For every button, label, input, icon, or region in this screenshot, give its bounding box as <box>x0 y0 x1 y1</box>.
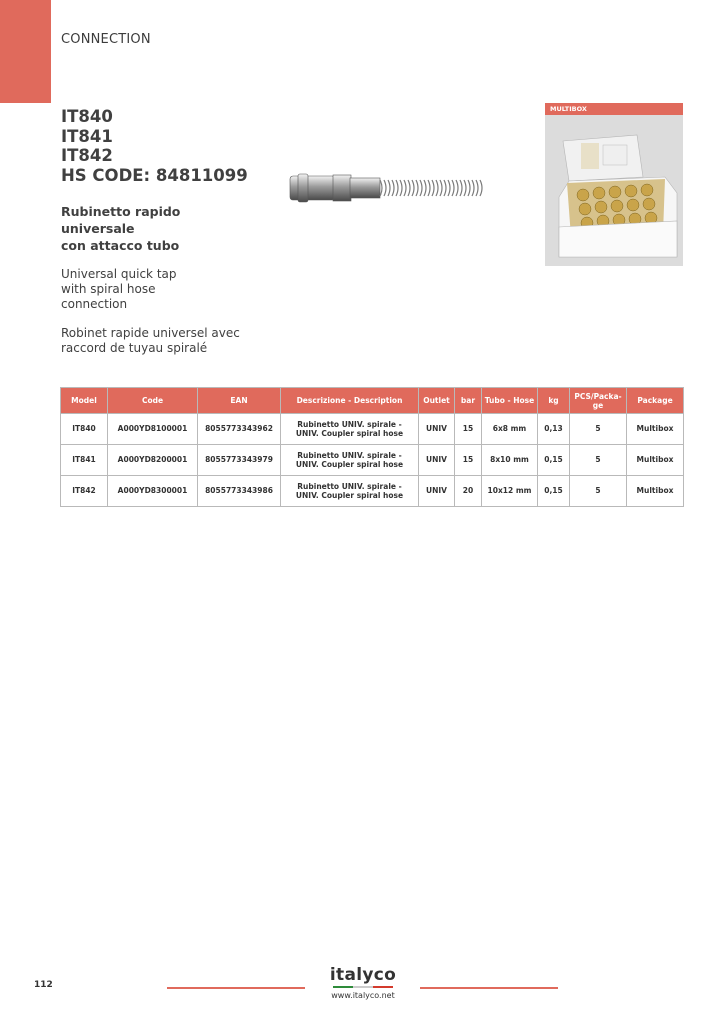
desc-en-line: connection <box>61 297 128 311</box>
footer-divider-left <box>167 987 305 989</box>
cell-hose: 6x8 mm <box>482 414 538 445</box>
cell-model: IT841 <box>61 445 108 476</box>
model-heading <box>61 107 248 185</box>
cell-description-line: UNIV. Coupler spiral hose <box>295 460 404 469</box>
cell-ean: 8055773343986 <box>198 476 281 507</box>
multibox-photo <box>545 115 683 266</box>
cell-description <box>281 414 419 445</box>
col-header-bar: bar <box>455 388 482 414</box>
cell-description-line: UNIV. Coupler spiral hose <box>295 491 404 500</box>
cell-description-line: Rubinetto UNIV. spirale - <box>297 450 402 460</box>
cell-code: A000YD8100001 <box>108 414 198 445</box>
cell-outlet: UNIV <box>419 414 455 445</box>
brand-logo <box>318 966 408 1000</box>
cell-hose: 10x12 mm <box>482 476 538 507</box>
multibox-panel <box>545 103 683 266</box>
footer-divider-right <box>420 987 558 989</box>
cell-description <box>281 445 419 476</box>
cell-bar: 20 <box>455 476 482 507</box>
cell-outlet: UNIV <box>419 445 455 476</box>
description-italian <box>61 203 180 254</box>
cell-ean: 8055773343979 <box>198 445 281 476</box>
col-header-hose: Tubo - Hose <box>482 388 538 414</box>
cell-pcs: 5 <box>570 414 627 445</box>
cell-model: IT842 <box>61 476 108 507</box>
desc-it-line: Rubinetto rapido <box>61 204 181 219</box>
description-french <box>61 326 240 356</box>
page-number: 112 <box>34 980 53 990</box>
cell-package: Multibox <box>627 414 684 445</box>
col-header-kg: kg <box>538 388 570 414</box>
desc-it-line: con attacco tubo <box>61 238 180 253</box>
model-it840: IT840 <box>61 107 113 126</box>
table-row <box>61 476 684 507</box>
col-header-pcs-package: PCS/Packa-ge <box>570 388 627 414</box>
col-header-model: Model <box>61 388 108 414</box>
cell-kg: 0,13 <box>538 414 570 445</box>
cell-pcs: 5 <box>570 445 627 476</box>
cell-description-line: UNIV. Coupler spiral hose <box>295 429 404 438</box>
cell-description-line: Rubinetto UNIV. spirale - <box>297 481 402 491</box>
desc-fr-line: raccord de tuyau spiralé <box>61 341 208 355</box>
desc-it-line: universale <box>61 221 135 236</box>
col-header-package: Package <box>627 388 684 414</box>
cell-kg: 0,15 <box>538 445 570 476</box>
section-tab <box>0 0 51 103</box>
desc-en-line: Universal quick tap <box>61 267 177 281</box>
col-header-outlet: Outlet <box>419 388 455 414</box>
cell-bar: 15 <box>455 414 482 445</box>
product-image <box>288 168 488 208</box>
cell-outlet: UNIV <box>419 476 455 507</box>
cell-ean: 8055773343962 <box>198 414 281 445</box>
cell-hose: 8x10 mm <box>482 445 538 476</box>
desc-fr-line: Robinet rapide universel avec <box>61 326 240 340</box>
product-spec-table <box>60 387 684 507</box>
cell-code: A000YD8200001 <box>108 445 198 476</box>
table-row <box>61 445 684 476</box>
cell-bar: 15 <box>455 445 482 476</box>
website-link[interactable]: www.italyco.net <box>331 991 395 1000</box>
table-header-row <box>61 388 684 414</box>
cell-kg: 0,15 <box>538 476 570 507</box>
cell-description <box>281 476 419 507</box>
multibox-label: MULTIBOX <box>545 103 683 115</box>
cell-pcs: 5 <box>570 476 627 507</box>
cell-code: A000YD8300001 <box>108 476 198 507</box>
cell-model: IT840 <box>61 414 108 445</box>
table-row <box>61 414 684 445</box>
model-it841: IT841 <box>61 126 113 146</box>
hs-code: HS CODE: 84811099 <box>61 165 248 185</box>
section-title: CONNECTION <box>61 32 151 47</box>
flag-stripe <box>333 986 393 988</box>
cell-description-line: Rubinetto UNIV. spirale - <box>297 419 402 429</box>
desc-en-line: with spiral hose <box>61 282 156 296</box>
description-english <box>61 267 177 312</box>
brand-name: italyco <box>329 965 397 985</box>
col-header-code: Code <box>108 388 198 414</box>
model-it842: IT842 <box>61 146 113 165</box>
col-header-description: Descrizione - Description <box>281 388 419 414</box>
cell-package: Multibox <box>627 445 684 476</box>
cell-package: Multibox <box>627 476 684 507</box>
col-header-ean: EAN <box>198 388 281 414</box>
